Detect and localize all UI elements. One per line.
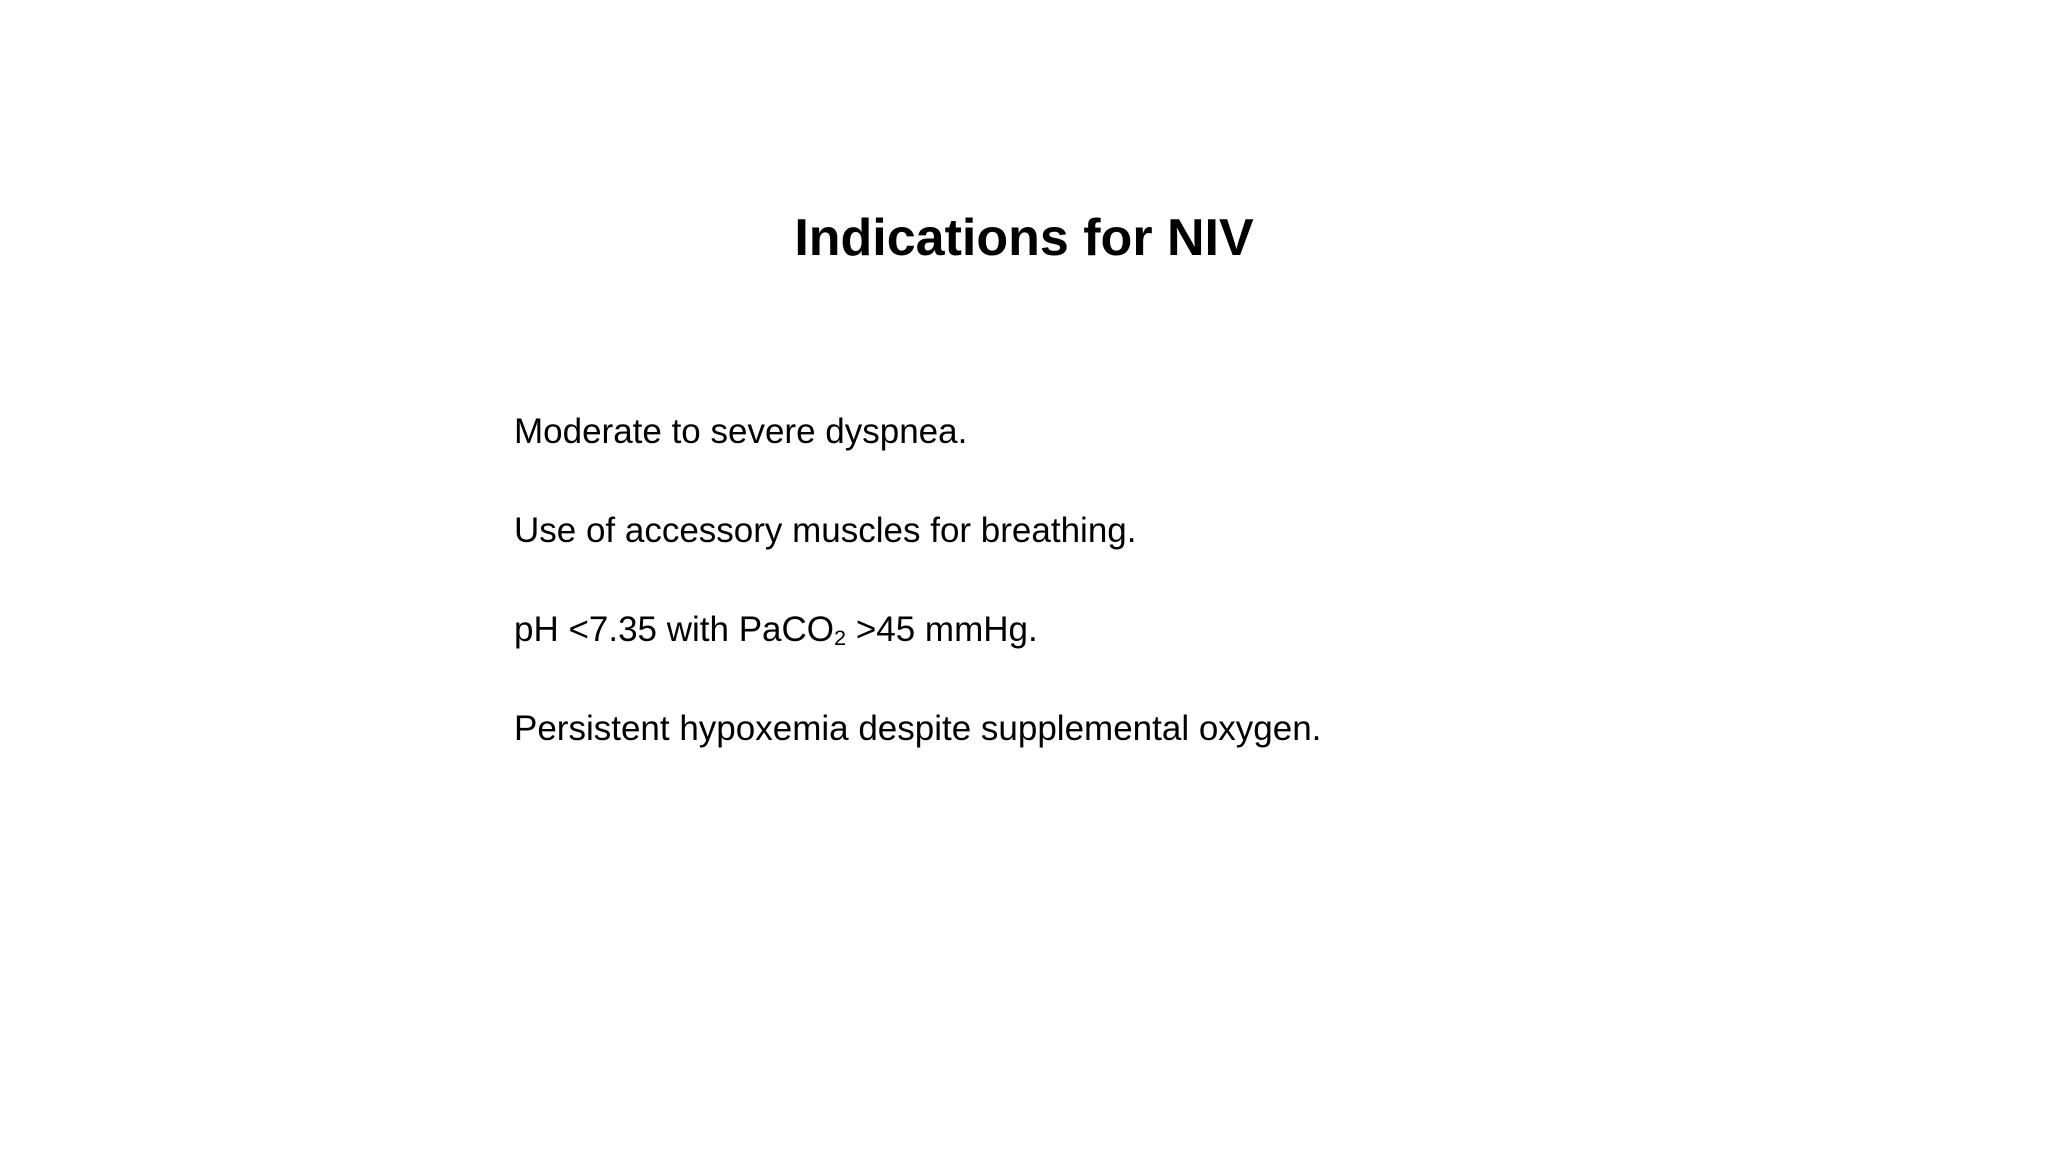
bullet-item xyxy=(514,602,1914,658)
bullet-text-after-subscript: >45 mmHg. xyxy=(846,610,1038,649)
bullet-item: Use of accessory muscles for breathing. xyxy=(514,511,1137,550)
bullet-text-before-subscript: pH <7.35 with PaCO xyxy=(514,610,835,649)
bullet-list xyxy=(514,404,1914,800)
subscript-two: 2 xyxy=(834,624,847,650)
slide-title: Indications for NIV xyxy=(794,209,1254,267)
bullet-item: Moderate to severe dyspnea. xyxy=(514,412,968,451)
bullet-item: Persistent hypoxemia despite supplemental oxygen. xyxy=(514,709,1322,748)
